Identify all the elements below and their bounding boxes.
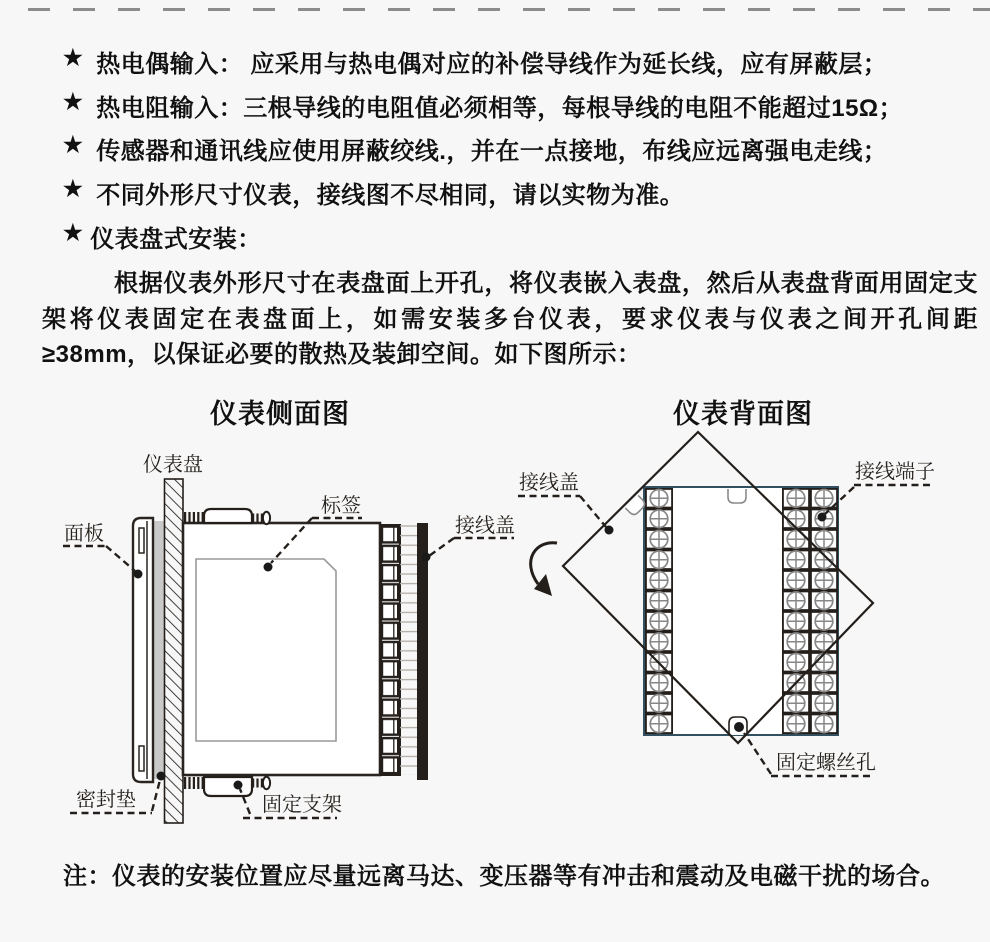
- bullet-thermocouple: [63, 44, 887, 79]
- tag-label: 标签: [321, 495, 361, 517]
- seal-gasket-label: 密封垫: [76, 789, 136, 811]
- bullet-text: 传感器和通讯线应使用屏蔽绞线.，并在一点接地，布线应远离强电走线；: [96, 138, 888, 165]
- bullet-sensor-wiring: [63, 131, 887, 166]
- terminal-strip: [381, 525, 400, 775]
- bullet-rtd: [63, 88, 903, 123]
- side-view-title: 仪表侧面图: [210, 399, 350, 429]
- star-icon: ★: [63, 89, 84, 114]
- terminal-label: 接线端子: [855, 461, 935, 483]
- panel-label: 仪表盘: [143, 454, 203, 476]
- front-panel-leader: [106, 546, 135, 571]
- rotation-arrow-head: [534, 574, 552, 596]
- cover-anchor-dot: [422, 553, 431, 562]
- back-cover-anchor-dot: [605, 526, 614, 535]
- gasket-anchor-dot: [157, 772, 166, 781]
- terminal-anchor-dot: [818, 513, 827, 522]
- page-top-dashed-divider: [28, 8, 990, 11]
- front-panel-label: 面板: [64, 523, 104, 545]
- screw-hole-dot: [734, 722, 744, 732]
- bezel-slot-top: [139, 528, 144, 553]
- bracket-anchor-dot: [234, 781, 243, 790]
- bullet-dimension-note: [63, 175, 684, 210]
- side-view-diagram: [30, 435, 530, 835]
- gasket-leader: [152, 780, 160, 811]
- screw-hole-leader: [744, 733, 771, 774]
- screw-hole-label: 固定螺丝孔: [776, 752, 876, 774]
- terminal-column-left: [645, 488, 673, 734]
- front-bezel: [133, 518, 153, 782]
- back-view-diagram: [500, 430, 990, 800]
- top-screw-head: [263, 512, 270, 524]
- mounting-panel-hatch: [165, 479, 184, 823]
- bezel-shadow: [153, 521, 165, 779]
- installation-paragraph: 根据仪表外形尺寸在表盘面上开孔，将仪表嵌入表盘，然后从表盘背面用固定支架将仪表固定在表盘面上，如需安装多台仪表，要求仪表与仪表之间开孔间距≥38mm，以保证必要的散热及装卸空间。如下图所示：: [42, 270, 978, 368]
- front-panel-anchor-dot: [134, 570, 143, 579]
- bullet-panel-mount-heading: [63, 219, 262, 254]
- fixing-bracket-label: 固定支架: [262, 794, 342, 816]
- bottom-screw-head: [263, 777, 270, 789]
- bullet-text: 不同外形尺寸仪表，接线图不尽相同，请以实物为准。: [96, 182, 685, 209]
- tag-anchor-dot: [264, 563, 273, 572]
- cover-leader: [429, 538, 454, 556]
- back-cover-label: 接线盖: [519, 472, 579, 494]
- top-fixing-bracket: [204, 509, 252, 523]
- bottom-fixing-bracket: [204, 777, 252, 796]
- top-tab: [728, 489, 746, 503]
- star-icon: ★: [63, 45, 84, 70]
- star-icon: ★: [63, 220, 84, 245]
- terminal-cover-bar: [417, 523, 428, 780]
- label-plate: [196, 559, 336, 741]
- star-icon: ★: [63, 176, 84, 201]
- bezel-slot-bottom: [139, 746, 144, 771]
- back-view-title: 仪表背面图: [673, 399, 813, 429]
- bullet-text: 热电偶输入： 应采用与热电偶对应的补偿导线作为延长线，应有屏蔽层；: [96, 51, 888, 78]
- terminal-ladder: [400, 525, 417, 775]
- bullet-text: 热电阻输入：三根导线的电阻值必须相等，每根导线的电阻不能超过15Ω；: [96, 95, 904, 122]
- star-icon: ★: [63, 132, 84, 157]
- installation-note: 注：仪表的安装位置应尽量远离马达、变压器等有冲击和震动及电磁干扰的场合。: [63, 863, 945, 890]
- back-cover-leader: [580, 496, 606, 527]
- terminal-cover-label: 接线盖: [455, 515, 515, 537]
- terminal-columns-right: [782, 488, 838, 734]
- bullet-text: 仪表盘式安装：: [90, 226, 262, 253]
